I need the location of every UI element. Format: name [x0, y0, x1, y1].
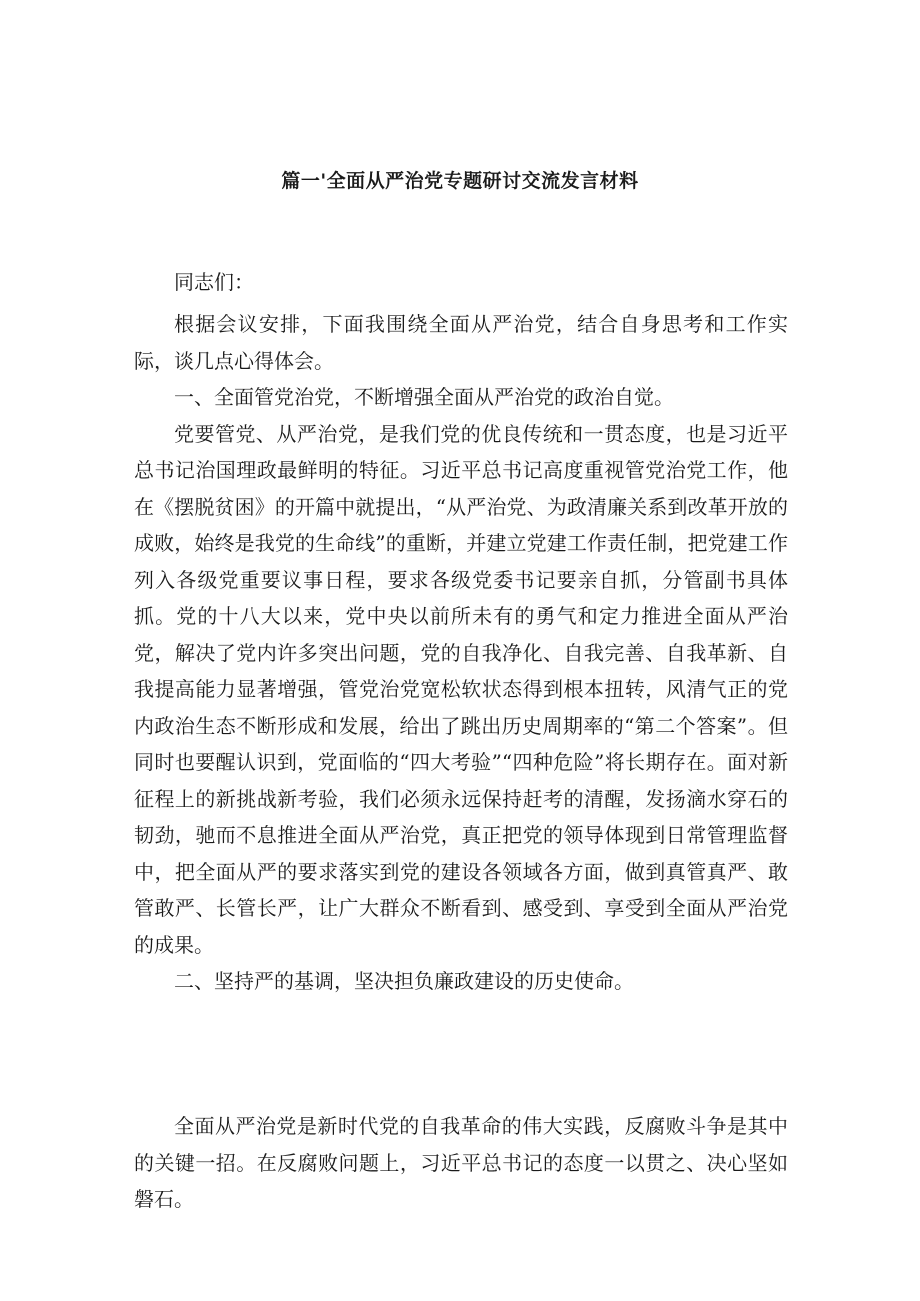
heading-section-two: 二、坚持严的基调，坚决担负廉政建设的历史使命。	[174, 969, 634, 993]
greeting-text: 同志们：	[174, 270, 254, 294]
body-section-1	[134, 306, 788, 1000]
body-section-2	[134, 1108, 788, 1218]
paragraph-section-one: 党要管党、从严治党，是我们党的优良传统和一贯态度，也是习近平总书记治国理政最鲜明的特征。习近平总书记高度重视管党治党工作，他在《摆脱贫困》的开篇中就提出，“从严治党、为政清廉关系到改革开放的成败，始终是我党的生命线”的重断，并建立党建工作责任制，把党建工作列入各级党重要议事日程，要求各级党委书记要亲自抓，分管副书具体抓。党的十八大以来，党中央以前所未有的勇气和定力推进全面从严治党，解决了党内许多突出问题，党的自我净化、自我完善、自我革新、自我提高能力显著增强，管党治党宽松软状态得到根本扭转，风清气正的党内政治生态不断形成和发展，给出了跳出历史周期率的“第二个答案”。但同时也要醒认识到，党面临的“四大考验”“四种危险”将长期存在。面对新征程上的新挑战新考验，我们必须永远保持赶考的清醒，发扬滴水穿石的韧劲，驰而不息推进全面从严治党，真正把党的领导体现到日常管理监督中，把全面从严的要求落实到党的建设各领域各方面，做到真管真严、敢管敢严、长管长严，让广大群众不断看到、感受到、享受到全面从严治党的成果。	[134, 421, 788, 957]
heading-section-one: 一、全面管党治党，不断增强全面从严治党的政治自觉。	[174, 385, 674, 409]
greeting	[134, 264, 788, 301]
document-title: 篇一'全面从严治党专题研讨交流发言材料	[281, 170, 639, 192]
paragraph-section-two: 全面从严治党是新时代党的自我革命的伟大实践，反腐败斗争是其中的关键一招。在反腐败问题上，习近平总书记的态度一以贯之、决心坚如磐石。	[134, 1114, 788, 1211]
paragraph-intro: 根据会议安排，下面我围绕全面从严治党，结合自身思考和工作实际，谈几点心得体会。	[134, 312, 788, 373]
